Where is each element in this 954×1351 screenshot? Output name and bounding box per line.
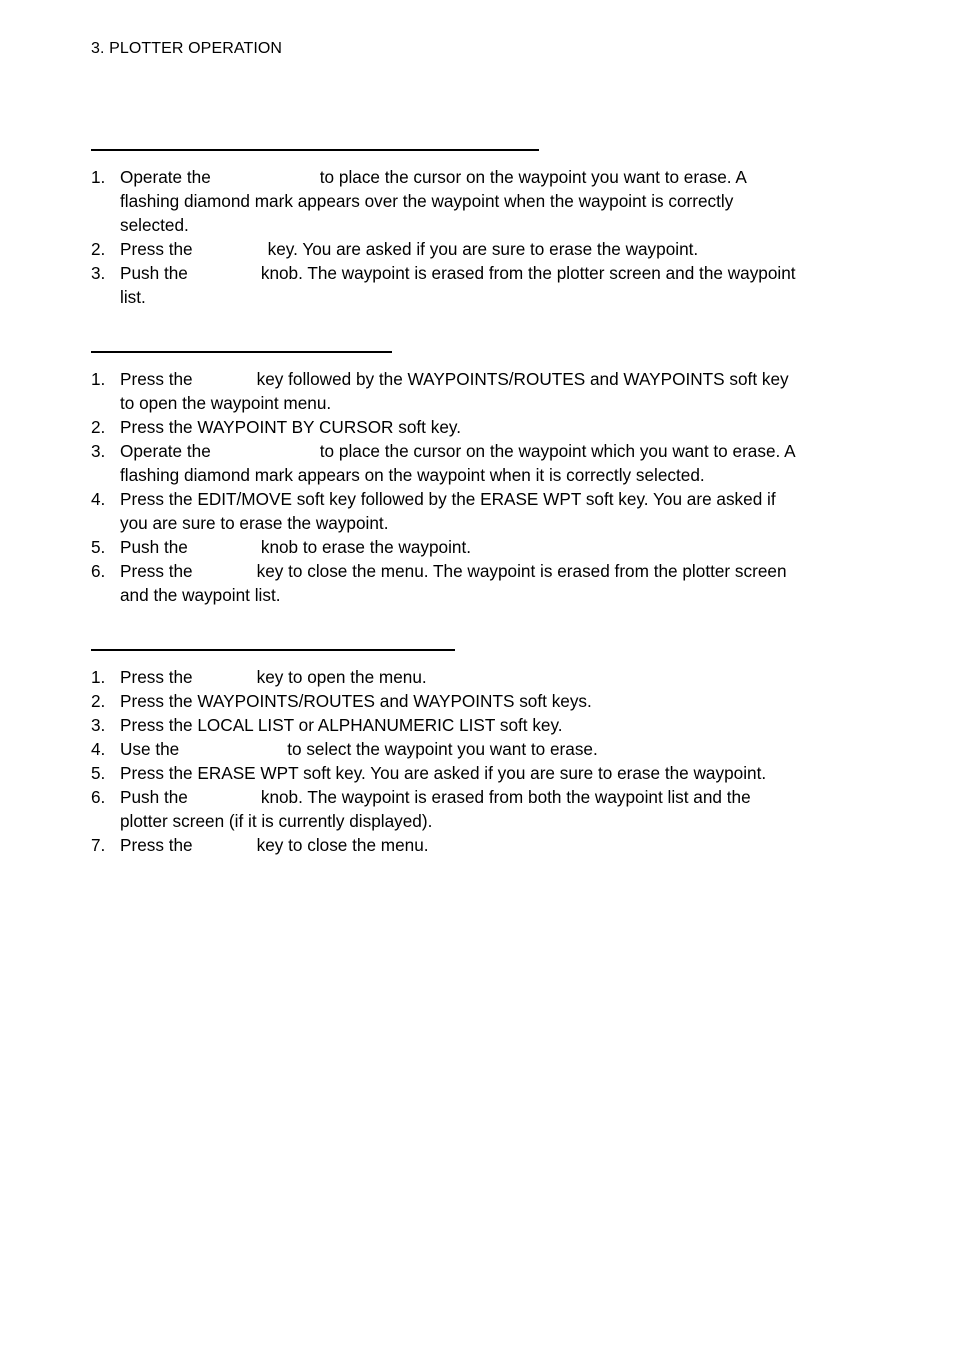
chapter-header: 3. PLOTTER OPERATION (91, 40, 283, 57)
section-rule (91, 149, 539, 151)
list-item: 2. Press the key. You are asked if you are sure to erase the waypoint. (91, 239, 699, 259)
list-item: 1. Press the key to open the menu. (91, 667, 427, 687)
list-item: 3. Push the knob. The waypoint is erased from the plotter screen and the waypoint list. (91, 263, 796, 307)
list-item: 1. Operate the to place the cursor on the waypoint you want to erase. A flashing diamond mark appears over the waypoint when the waypoint is correctly selected. (91, 167, 747, 235)
step-list (91, 165, 851, 309)
list-item: 5. Push the knob to erase the waypoint. (91, 537, 472, 557)
step-list (91, 665, 851, 857)
section-erase-by-menu (91, 351, 851, 607)
list-item: 3. Operate the to place the cursor on the waypoint which you want to erase. A flashing diamond mark appears on the waypoint when it is correctly selected. (91, 441, 796, 485)
list-item: 5. Press the ERASE WPT soft key. You are asked if you are sure to erase the waypoint. (91, 763, 767, 783)
list-item: 6. Push the knob. The waypoint is erased from both the waypoint list and the plotter screen (if it is currently displayed). (91, 787, 751, 831)
section-rule (91, 649, 455, 651)
list-item: 4. Press the EDIT/MOVE soft key followed by the ERASE WPT soft key. You are asked if you are sure to erase the waypoint. (91, 489, 776, 533)
step-list (91, 367, 851, 607)
list-item: 2. Press the WAYPOINT BY CURSOR soft key. (91, 417, 461, 437)
list-item: 7. Press the key to close the menu. (91, 835, 429, 855)
section-rule (91, 351, 392, 353)
list-item: 1. Press the key followed by the WAYPOINTS/ROUTES and WAYPOINTS soft key to open the waypoint menu. (91, 369, 789, 413)
list-item: 4. Use the to select the waypoint you want to erase. (91, 739, 598, 759)
list-item: 3. Press the LOCAL LIST or ALPHANUMERIC LIST soft key. (91, 715, 563, 735)
list-item: 6. Press the key to close the menu. The waypoint is erased from the plotter screen and the waypoint list. (91, 561, 787, 605)
section-erase-by-cursor (91, 149, 851, 309)
section-erase-from-list (91, 649, 851, 857)
list-item: 2. Press the WAYPOINTS/ROUTES and WAYPOINTS soft keys. (91, 691, 592, 711)
